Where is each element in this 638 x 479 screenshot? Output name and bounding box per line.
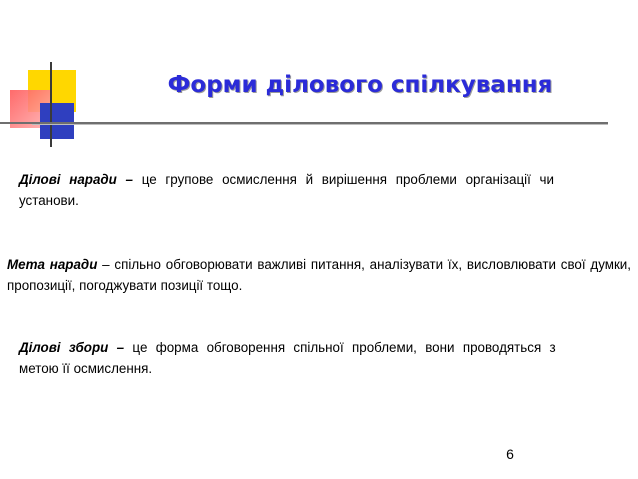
logo-vertical-line xyxy=(50,62,52,147)
term-meeting-goal: Мета наради xyxy=(7,257,98,272)
term-meetings: Ділові наради – xyxy=(19,172,134,187)
title-underline-shadow xyxy=(32,124,608,125)
logo-blue-square xyxy=(40,103,74,139)
slide-title: Форми ділового спілкування xyxy=(167,72,553,98)
paragraph-assemblies xyxy=(19,337,634,379)
paragraph-meetings xyxy=(19,169,554,211)
term-assemblies: Ділові збори – xyxy=(19,340,125,355)
definition-assemblies-line1: це форма обговорення спільної проблеми, вони проводяться з xyxy=(124,340,556,355)
definition-meeting-goal: – спільно обговорювати важливі питання, аналізувати їх, висловлювати свої думки, пропозиції, погоджувати позиції тощо. xyxy=(7,257,631,293)
page-number: 6 xyxy=(506,446,514,462)
paragraph-meeting-goal xyxy=(7,254,631,296)
definition-meetings: це групове осмислення й вирішення проблеми організації чи установи. xyxy=(19,172,555,208)
definition-assemblies-line2: метою її осмислення. xyxy=(19,361,153,376)
